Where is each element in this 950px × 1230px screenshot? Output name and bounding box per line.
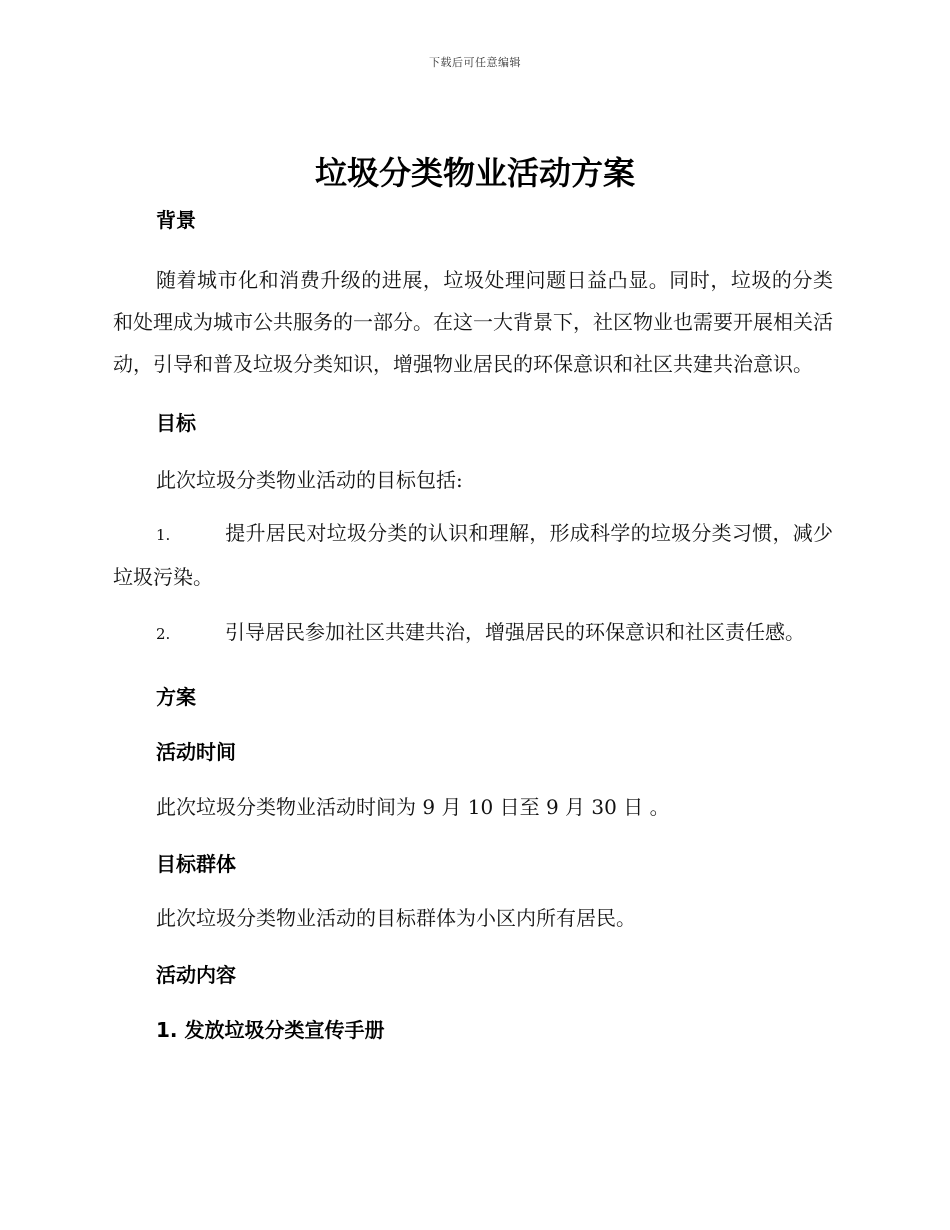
background-paragraph: 随着城市化和消费升级的进展，垃圾处理问题日益凸显。同时，垃圾的分类和处理成为城市公共服务的一部分。在这一大背景下，社区物业也需要开展相关活动，引导和普及垃圾分类知识，增强物业居民的环保意识和社区共建共治意识。 bbox=[113, 268, 833, 376]
list-number: 1. bbox=[156, 526, 171, 544]
content-subheading-1: 1. 发放垃圾分类宣传手册 bbox=[156, 1018, 385, 1042]
goal-intro-paragraph: 此次垃圾分类物业活动的目标包括: bbox=[156, 468, 463, 492]
document-body bbox=[113, 202, 833, 1044]
target-group-paragraph: 此次垃圾分类物业活动的目标群体为小区内所有居民。 bbox=[156, 906, 636, 930]
document-title: 垃圾分类物业活动方案 bbox=[314, 154, 635, 192]
list-item-text: 引导居民参加社区共建共治，增强居民的环保意识和社区责任感。 bbox=[225, 620, 805, 644]
activity-time-paragraph: 此次垃圾分类物业活动时间为 9 月 10 日至 9 月 30 日 。 bbox=[156, 795, 670, 819]
goal-list-item bbox=[113, 512, 833, 598]
list-item-text: 提升居民对垃圾分类的认识和理解，形成科学的垃圾分类习惯，减少垃圾污染。 bbox=[113, 521, 833, 589]
goal-list-item bbox=[113, 611, 833, 655]
target-group-heading: 目标群体 bbox=[156, 852, 236, 876]
goal-heading: 目标 bbox=[156, 411, 196, 435]
activity-time-heading: 活动时间 bbox=[156, 740, 236, 764]
activity-content-heading: 活动内容 bbox=[156, 963, 236, 987]
background-heading: 背景 bbox=[156, 208, 196, 232]
list-number: 2. bbox=[156, 625, 171, 643]
header-note: 下载后可任意编辑 bbox=[429, 56, 521, 69]
plan-heading: 方案 bbox=[156, 685, 196, 709]
